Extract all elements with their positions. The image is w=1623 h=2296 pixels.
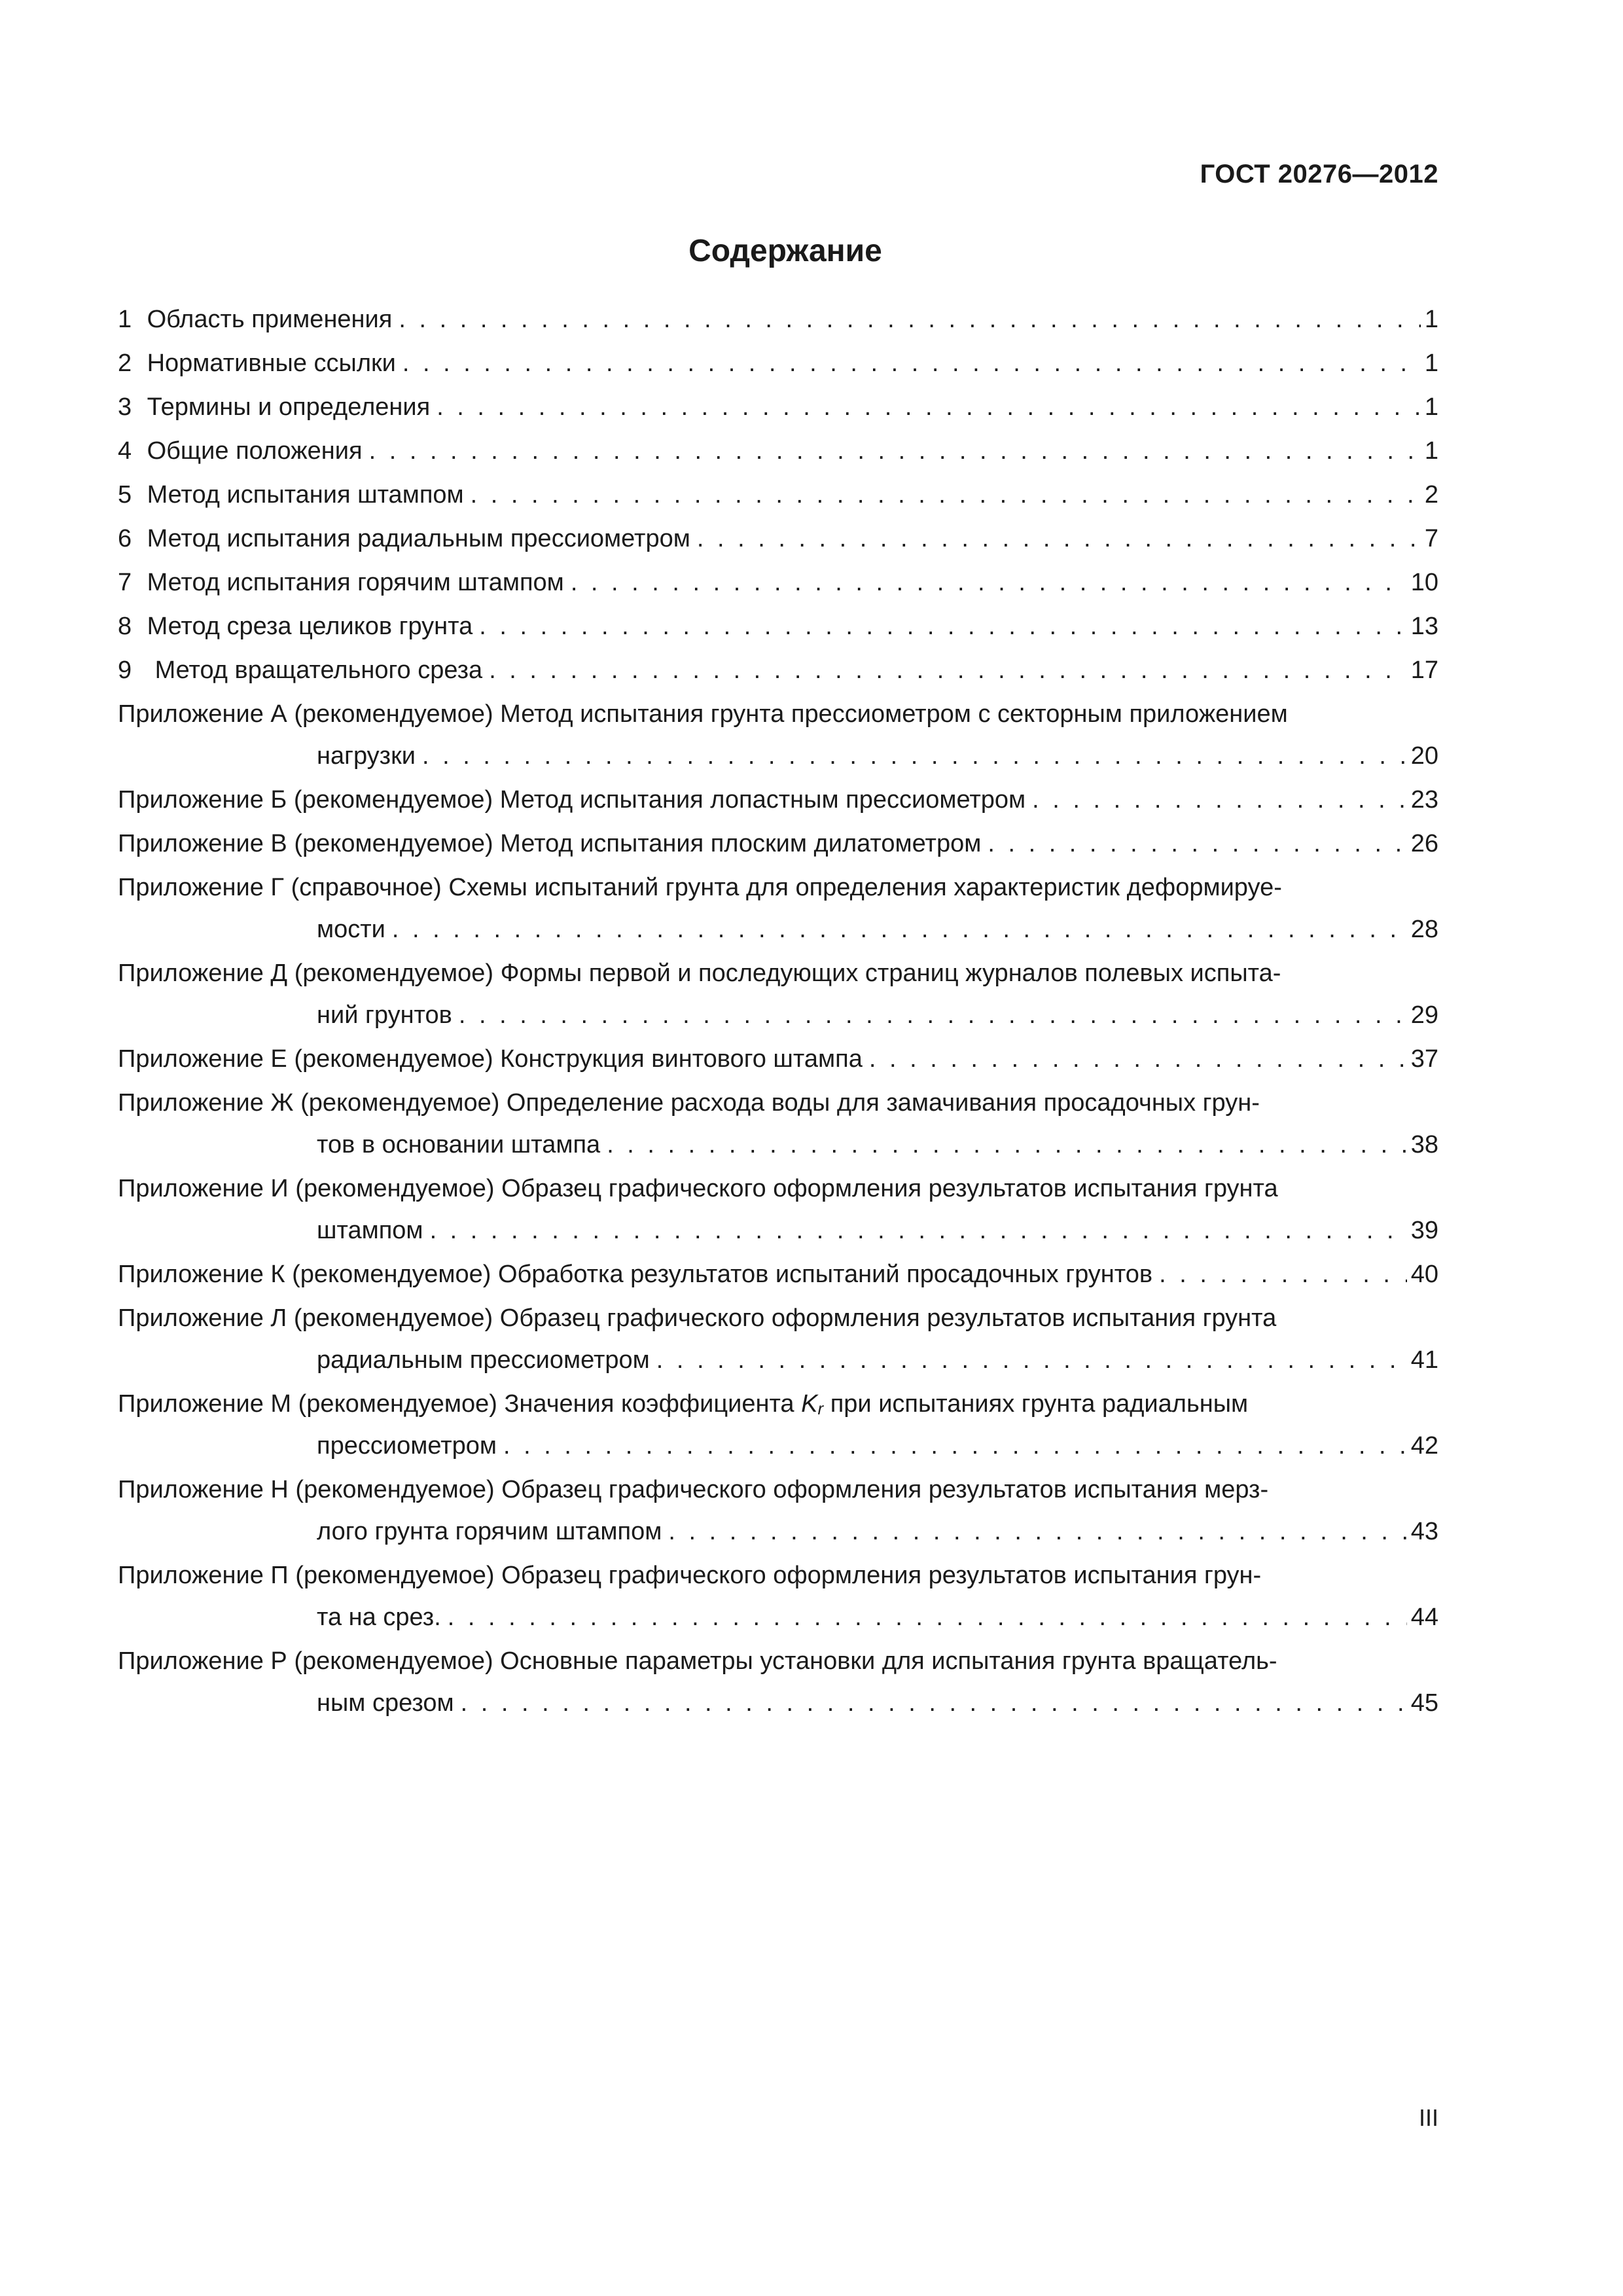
toc-entry-title: Метод испытания радиальным прессиометром xyxy=(147,525,690,552)
toc-entry-title-continuation: прессиометром xyxy=(317,1432,497,1460)
toc-leader-dots xyxy=(479,605,1406,647)
toc-entry-page: 17 xyxy=(1410,656,1438,684)
toc-entry-page: 13 xyxy=(1410,613,1438,640)
toc-entry-appendix-i[interactable] xyxy=(118,1168,1438,1251)
toc-entry-number: 8 xyxy=(118,613,132,640)
toc-entry-title: Нормативные ссылки xyxy=(147,350,396,377)
toc-entry-section-9[interactable] xyxy=(118,649,1438,691)
toc-entry-page: 29 xyxy=(1410,1001,1438,1029)
toc-entry-number: 1 xyxy=(118,306,132,333)
toc-leader-dots xyxy=(461,1682,1407,1724)
toc-leader-dots xyxy=(607,1124,1407,1166)
toc-leader-dots xyxy=(869,1038,1407,1080)
toc-entry-appendix-g[interactable] xyxy=(118,867,1438,950)
toc-leader-dots xyxy=(459,994,1407,1036)
toc-entry-title: Метод среза целиков грунта xyxy=(147,613,473,640)
toc-entry-number: 2 xyxy=(118,350,132,377)
toc-entry-appendix-d[interactable] xyxy=(118,952,1438,1036)
toc-entry-label xyxy=(118,649,482,691)
toc-entry-title-continuation: лого грунта горячим штампом xyxy=(317,1518,662,1545)
toc-entry-title: Метод испытания штампом xyxy=(147,481,464,509)
toc-entry-title: Метод вращательного среза xyxy=(154,656,483,684)
toc-leader-dots xyxy=(471,474,1421,516)
toc-entry-appendix-b[interactable] xyxy=(118,779,1438,821)
toc-entry-title-continuation: ний грунтов xyxy=(317,1001,452,1029)
toc-entry-page: 20 xyxy=(1410,742,1438,770)
toc-entry-section-1[interactable] xyxy=(118,298,1438,340)
toc-title: Содержание xyxy=(688,234,882,268)
toc-entry-section-2[interactable] xyxy=(118,342,1438,384)
toc-entry-label xyxy=(118,386,430,428)
toc-entry-page: 39 xyxy=(1410,1217,1438,1244)
toc-leader-dots xyxy=(369,430,1421,472)
toc-entry-title: Приложение В (рекомендуемое) Метод испытания плоским дилатометром xyxy=(118,830,982,857)
coefficient-symbol-letter: K xyxy=(801,1390,818,1418)
coefficient-symbol xyxy=(801,1390,823,1418)
toc-leader-dots xyxy=(448,1596,1407,1638)
page-number: III xyxy=(1418,2104,1438,2131)
toc-leader-dots xyxy=(656,1339,1407,1381)
toc-entry-section-6[interactable] xyxy=(118,518,1438,560)
toc-entry-number: 7 xyxy=(118,569,132,596)
toc-entry-section-5[interactable] xyxy=(118,474,1438,516)
toc-entry-title: Приложение Е (рекомендуемое) Конструкция винтового штампа xyxy=(118,1045,863,1073)
toc-entry-title: Метод испытания горячим штампом xyxy=(147,569,564,596)
toc-entry-title-continuation: радиальным прессиометром xyxy=(317,1346,650,1374)
toc-entry-label xyxy=(118,430,363,472)
toc-entry-page: 23 xyxy=(1410,786,1438,814)
toc-leader-dots xyxy=(430,1210,1407,1251)
toc-entry-page: 26 xyxy=(1410,830,1438,857)
toc-entry-title: Приложение И (рекомендуемое) Образец графического оформления результатов испытания грунта xyxy=(118,1175,1278,1202)
toc-entry-page: 2 xyxy=(1424,481,1438,509)
toc-entry-number: 9 xyxy=(118,656,132,684)
toc-entry-page: 38 xyxy=(1410,1131,1438,1158)
toc-entry-number: 6 xyxy=(118,525,132,552)
toc-entry-page: 37 xyxy=(1410,1045,1438,1073)
toc-leader-dots xyxy=(668,1511,1406,1552)
coefficient-symbol-subscript: r xyxy=(817,1399,824,1418)
toc-entry-label xyxy=(118,342,396,384)
toc-entry-page: 41 xyxy=(1410,1346,1438,1374)
toc-entry-title-continuation: мости xyxy=(317,916,385,943)
toc-leader-dots xyxy=(988,823,1406,865)
toc-entry-page: 45 xyxy=(1410,1689,1438,1717)
table-of-contents xyxy=(118,298,1438,1726)
toc-entry-title: Приложение Л (рекомендуемое) Образец графического оформления результатов испытания грунта xyxy=(118,1304,1277,1332)
toc-leader-dots xyxy=(392,908,1407,950)
toc-entry-title: Приложение Ж (рекомендуемое) Определение расхода воды для замачивания просадочных грун- xyxy=(118,1089,1260,1117)
toc-entry-label xyxy=(118,474,464,516)
toc-entry-number: 4 xyxy=(118,437,132,465)
toc-entry-appendix-k[interactable] xyxy=(118,1253,1438,1295)
toc-entry-page: 42 xyxy=(1410,1432,1438,1460)
toc-entry-section-4[interactable] xyxy=(118,430,1438,472)
document-code: ГОСТ 20276—2012 xyxy=(1200,160,1438,188)
toc-entry-appendix-v[interactable] xyxy=(118,823,1438,865)
toc-entry-title-continuation: нагрузки xyxy=(317,742,416,770)
toc-entry-title: Приложение А (рекомендуемое) Метод испытания грунта прессиометром с секторным приложением xyxy=(118,700,1288,728)
toc-entry-appendix-a[interactable] xyxy=(118,693,1438,777)
toc-entry-label xyxy=(118,605,473,647)
toc-entry-appendix-p[interactable] xyxy=(118,1554,1438,1638)
toc-entry-page: 43 xyxy=(1410,1518,1438,1545)
toc-leader-dots xyxy=(1032,779,1407,821)
toc-entry-page: 1 xyxy=(1424,437,1438,465)
toc-entry-section-7[interactable] xyxy=(118,562,1438,603)
toc-entry-title-continuation: ным срезом xyxy=(317,1689,454,1717)
toc-entry-title-prefix: Приложение М (рекомендуемое) Значения коэффициента xyxy=(118,1390,802,1418)
toc-leader-dots xyxy=(402,342,1421,384)
toc-entry-title xyxy=(118,1383,1248,1429)
toc-entry-page: 1 xyxy=(1424,350,1438,377)
toc-entry-title: Приложение К (рекомендуемое) Обработка результатов испытаний просадочных грунтов xyxy=(118,1261,1153,1288)
toc-entry-title-continuation: та на срез. xyxy=(317,1604,441,1631)
toc-entry-title-suffix: при испытаниях грунта радиальным xyxy=(823,1390,1249,1418)
toc-entry-appendix-n[interactable] xyxy=(118,1469,1438,1552)
toc-entry-title: Термины и определения xyxy=(147,393,431,421)
toc-entry-title-continuation: штампом xyxy=(317,1217,423,1244)
toc-entry-title: Общие положения xyxy=(147,437,363,465)
toc-entry-label xyxy=(118,518,690,560)
toc-entry-title: Приложение Д (рекомендуемое) Формы первой и последующих страниц журналов полевых испыта- xyxy=(118,960,1281,987)
toc-entry-appendix-zh[interactable] xyxy=(118,1082,1438,1166)
toc-entry-appendix-l[interactable] xyxy=(118,1297,1438,1381)
toc-entry-page: 7 xyxy=(1424,525,1438,552)
toc-leader-dots xyxy=(437,386,1421,428)
toc-entry-title: Приложение П (рекомендуемое) Образец графического оформления результатов испытания грун- xyxy=(118,1562,1262,1589)
toc-entry-appendix-e[interactable] xyxy=(118,1038,1438,1080)
toc-entry-appendix-r[interactable] xyxy=(118,1640,1438,1724)
toc-entry-label xyxy=(118,562,564,603)
toc-entry-label xyxy=(118,298,392,340)
toc-leader-dots xyxy=(399,298,1421,340)
toc-entry-section-3[interactable] xyxy=(118,386,1438,428)
toc-entry-page: 1 xyxy=(1424,306,1438,333)
toc-entry-title-continuation: тов в основании штампа xyxy=(317,1131,601,1158)
toc-entry-title: Область применения xyxy=(147,306,393,333)
toc-leader-dots xyxy=(1159,1253,1407,1295)
toc-entry-title: Приложение Н (рекомендуемое) Образец графического оформления результатов испытания мерз- xyxy=(118,1476,1269,1503)
toc-entry-section-8[interactable] xyxy=(118,605,1438,647)
toc-entry-page: 44 xyxy=(1410,1604,1438,1631)
toc-leader-dots xyxy=(489,649,1407,691)
toc-leader-dots xyxy=(571,562,1407,603)
toc-entry-number: 3 xyxy=(118,393,132,421)
toc-leader-dots xyxy=(503,1425,1407,1467)
toc-entry-title: Приложение Б (рекомендуемое) Метод испытания лопастным прессиометром xyxy=(118,786,1026,814)
toc-entry-page: 28 xyxy=(1410,916,1438,943)
toc-entry-page: 40 xyxy=(1410,1261,1438,1288)
toc-entry-page: 1 xyxy=(1424,393,1438,421)
toc-entry-appendix-m[interactable] xyxy=(118,1383,1438,1467)
toc-entry-number: 5 xyxy=(118,481,132,509)
toc-leader-dots xyxy=(697,518,1421,560)
toc-entry-page: 10 xyxy=(1410,569,1438,596)
toc-entry-title: Приложение Р (рекомендуемое) Основные параметры установки для испытания грунта вращатель- xyxy=(118,1647,1277,1675)
toc-entry-title: Приложение Г (справочное) Схемы испытаний грунта для определения характеристик деформируе- xyxy=(118,874,1282,901)
toc-leader-dots xyxy=(422,735,1407,777)
